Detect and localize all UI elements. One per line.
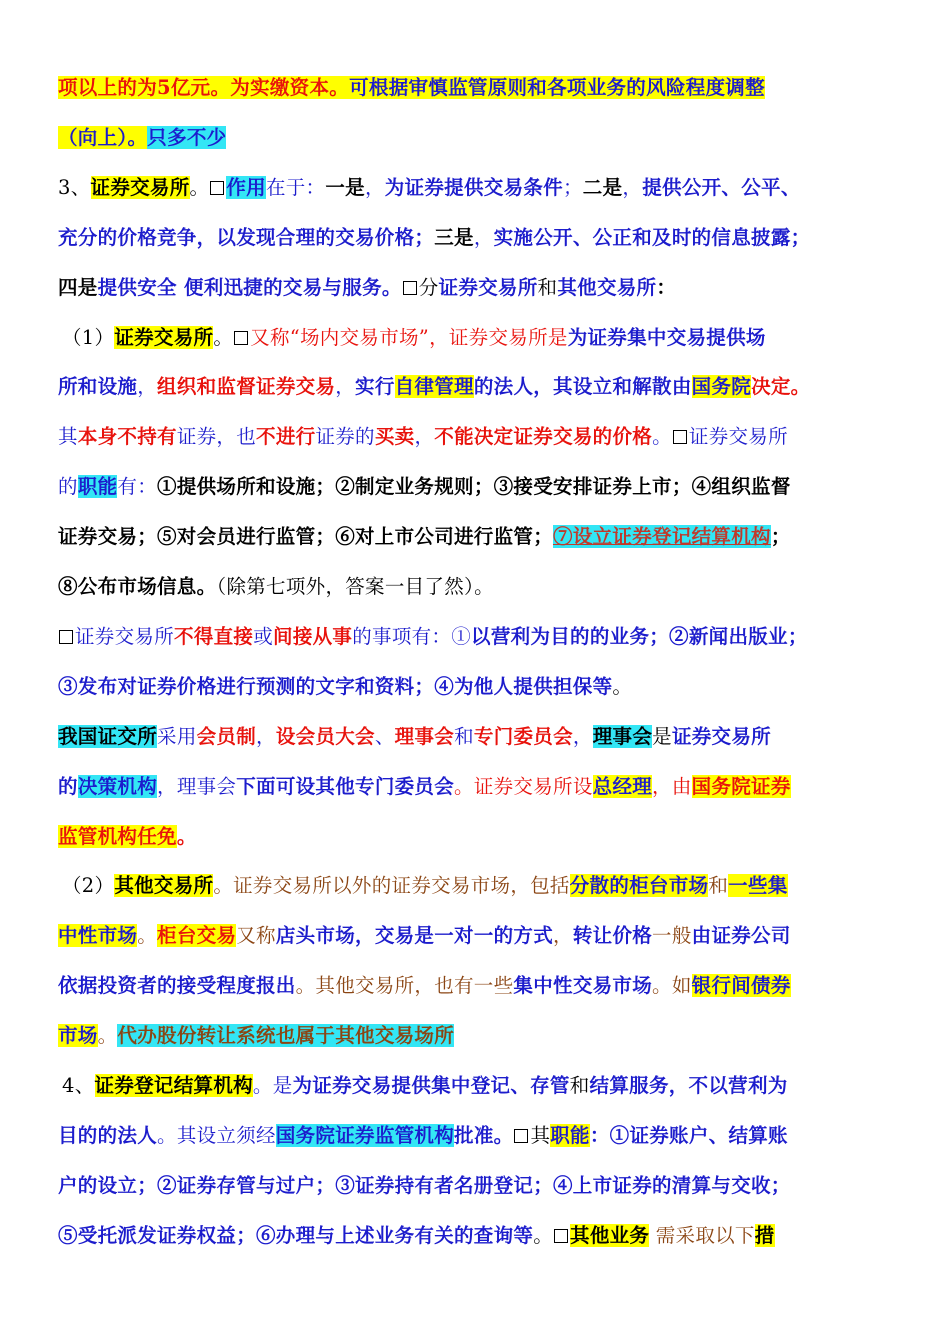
text-segment: ， (137, 375, 158, 399)
text-segment: ， (622, 175, 643, 199)
text-segment: 。如 (652, 974, 692, 998)
text-segment: 证券交易所 (90, 175, 190, 199)
text-segment: 提供安全 便利迅捷的交易与服务。 (97, 275, 402, 299)
text-segment: 、 (374, 724, 395, 748)
text-segment: 需采取以下 (649, 1223, 755, 1247)
text-segment: 证券交易；⑤对会员进行监管；⑥对上市公司进行监管； (58, 525, 554, 549)
text-segment: 下面可设其他专门委员会 (236, 774, 455, 798)
text-segment: ③发布对证券价格进行预测的文字和资料；④为他人提供担保等 (58, 674, 613, 698)
text-segment: 为证券集中交易提供场 (567, 325, 766, 349)
text-line (58, 1014, 892, 1058)
text-segment: 充分的价格竞争，以发现合理的交易价格； (58, 225, 435, 249)
text-segment: ⑤受托派发证券权益；⑥办理与上述业务有关的查询等 (58, 1223, 534, 1247)
text-line (58, 316, 896, 360)
text-segment: 分 (418, 275, 439, 299)
text-segment: 措 (754, 1223, 775, 1247)
text-segment: 集中性交易市场 (513, 974, 653, 998)
text-segment: 二是 (582, 175, 623, 199)
square-bullet-icon (59, 630, 73, 644)
text-segment: 可根据审慎监管原则和各项业务的风险程度调整 (349, 76, 765, 99)
text-segment: 采用 (157, 724, 197, 748)
text-segment: 其 (530, 1123, 551, 1147)
text-segment: 的 (58, 475, 78, 499)
text-segment: ； (770, 525, 791, 549)
text-line (58, 116, 892, 160)
text-segment: 项以上的为5亿元。为 (58, 76, 251, 99)
text-segment: 。其设立须经 (157, 1123, 276, 1147)
text-segment: 或 (253, 624, 274, 648)
text-segment: 转让价格 (572, 924, 653, 948)
text-segment: 市场 (58, 1024, 98, 1048)
text-segment: ， (553, 924, 573, 948)
text-segment: 一是 (325, 175, 365, 199)
text-segment: 。 (213, 325, 234, 349)
text-segment: 会员制 (196, 724, 257, 748)
text-segment: 我国证交所 (58, 724, 158, 748)
text-segment: ， (572, 724, 593, 748)
text-line (58, 565, 892, 609)
square-bullet-icon (403, 281, 417, 295)
text-segment: 国务院 (691, 375, 752, 399)
text-line (58, 216, 892, 260)
text-segment: 不得直接 (174, 624, 254, 648)
text-segment: 职能 (550, 1123, 590, 1147)
text-segment: （2） (62, 874, 115, 898)
text-segment: ， (414, 425, 435, 449)
square-bullet-icon (673, 430, 687, 444)
text-segment: 银行间债券 (691, 974, 791, 998)
square-bullet-icon (210, 181, 224, 195)
text-segment: 。 (137, 924, 158, 948)
text-segment: 分散的柜台市场 (569, 874, 709, 898)
text-segment: 。 (652, 425, 672, 449)
text-segment: 的 (58, 774, 78, 798)
text-line (58, 815, 892, 859)
text-line (58, 1114, 892, 1158)
text-segment: 和 (454, 724, 474, 748)
text-segment: 实施公开、公正和及时的信息披露； (493, 225, 811, 249)
text-segment: 证券，也 (176, 425, 257, 449)
text-segment: 又称 (236, 924, 276, 948)
text-segment: 决策机构 (77, 774, 158, 798)
text-line (58, 515, 892, 559)
text-segment: 证券交易所 (438, 275, 538, 299)
text-segment: 总经理 (592, 774, 653, 798)
text-line (58, 415, 892, 459)
text-segment: 提供公开、公平、 (642, 175, 801, 199)
text-segment: 专门委员会 (473, 724, 573, 748)
text-segment: （向上）。 (58, 125, 148, 149)
text-segment: 其他交易所 (557, 275, 657, 299)
text-segment: 证券交易所 (114, 325, 214, 349)
text-segment: ：①证券账户、结算账 (589, 1123, 788, 1147)
text-segment: 以营利为目的的业务；②新闻出版业； (471, 624, 808, 648)
text-segment: 的事项有：① (352, 624, 472, 648)
text-segment: 一般 (652, 924, 692, 948)
text-segment: 。 (612, 674, 633, 698)
text-segment: 不进行 (256, 425, 316, 449)
text-segment: 证券登记结算机构 (94, 1074, 253, 1097)
text-segment: 户的设立；②证券存管与过户；③证券持有者名册登记；④上市证券的清算与交收； (58, 1173, 791, 1197)
text-segment: 有： (117, 475, 158, 499)
text-segment: 。其他交易所，也有一些 (295, 974, 514, 998)
text-line (58, 665, 892, 709)
text-segment: 四是 (58, 275, 98, 299)
text-segment: ，由 (652, 774, 692, 798)
text-line (58, 964, 892, 1008)
text-segment: 其 (58, 425, 78, 449)
text-segment: ， (256, 724, 276, 748)
text-segment: 为证券交易提供集中登记、存管 (292, 1074, 570, 1097)
text-segment: 监管机构任免 (58, 824, 177, 848)
text-segment: 在于： (265, 175, 326, 199)
text-line (58, 765, 892, 809)
text-segment: 实行 (355, 375, 395, 399)
text-segment: 代办股份转让系统也属于其他交易场所 (117, 1024, 455, 1048)
text-segment: 为证券提供交易条件 (384, 175, 563, 199)
text-segment: 。 (533, 1223, 554, 1247)
text-segment: 其他业务 (570, 1223, 650, 1247)
text-segment: ； (562, 175, 583, 199)
text-segment: 。 (189, 175, 210, 199)
text-segment: 不能决定证券交易的价格 (434, 425, 653, 449)
text-segment: 和 (569, 1074, 590, 1097)
text-segment: ⑦设立证券登记结算机构 (553, 525, 771, 549)
text-segment: 目的的法人 (58, 1123, 158, 1147)
text-segment: 。 (97, 1024, 118, 1048)
text-segment: 实缴资本。 (250, 76, 350, 99)
square-bullet-icon (234, 331, 248, 345)
text-segment: （除第七项外，答案一目了然）。 (216, 575, 494, 598)
text-line (58, 166, 892, 210)
text-segment: 证券交易所 (75, 624, 175, 648)
text-line (58, 615, 892, 659)
text-segment: 一些集 (728, 874, 788, 898)
text-line (58, 864, 896, 908)
text-segment: 中性市场 (58, 924, 138, 948)
text-segment: 作用 (226, 175, 266, 199)
text-segment: 自律管理 (394, 375, 474, 399)
text-segment: ，理事会 (157, 774, 237, 798)
text-segment: 和 (537, 275, 558, 299)
text-segment: 证券交易所 (671, 724, 771, 748)
text-segment: 和 (708, 874, 729, 898)
text-segment: 依据投资者的接受程度报出 (58, 974, 296, 998)
text-segment: 3、 (58, 175, 91, 199)
text-segment: 设会员大会 (275, 724, 375, 748)
text-segment: 由证券公司 (691, 924, 791, 948)
text-segment: 的法人，其设立和解散由 (473, 375, 692, 399)
text-segment: 结算服务，不以营利为 (589, 1074, 788, 1097)
square-bullet-icon (514, 1129, 528, 1143)
text-segment: ， (335, 375, 356, 399)
text-segment: 4、 (62, 1074, 95, 1097)
text-segment: 批准。 (454, 1123, 514, 1147)
text-segment: 。证券交易所设 (454, 774, 593, 798)
text-line (58, 914, 892, 958)
text-line (58, 266, 892, 310)
text-segment: 证券交易所 (688, 425, 788, 449)
text-segment: （1） (62, 325, 115, 349)
text-line (58, 1214, 892, 1258)
text-segment: 是 (652, 724, 672, 748)
text-segment: 只多不少 (147, 125, 227, 149)
text-segment: 间接从事 (273, 624, 353, 648)
text-line (58, 465, 892, 509)
text-segment: 所和设施 (58, 375, 138, 399)
text-segment: 柜台交易 (157, 924, 237, 948)
text-line (58, 365, 892, 409)
text-segment: 店头市场，交易是一对一的方式 (275, 924, 554, 948)
text-segment: 决定。 (751, 375, 811, 399)
text-segment: 理事会 (592, 724, 653, 748)
text-segment: 本身不持有 (77, 425, 177, 449)
text-segment: 职能 (77, 475, 118, 499)
text-segment: 组织和监督证券交易 (157, 375, 336, 399)
text-segment: 。证券交易所以外的证券交易市场，包括 (213, 874, 570, 898)
text-line (58, 1164, 892, 1208)
text-segment: ①提供场所和设施；②制定业务规则；③接受安排证券上市；④组织监督 (157, 475, 791, 499)
text-segment: 证券的 (315, 425, 375, 449)
text-segment: 国务院证券 (691, 774, 791, 798)
text-segment: 买卖 (374, 425, 415, 449)
text-segment: ， (473, 225, 494, 249)
text-segment: 国务院证券监管机构 (275, 1123, 455, 1147)
text-segment: 其他交易所 (114, 874, 214, 898)
text-segment: ⑧公布市场信息。 (58, 575, 217, 598)
text-line (58, 1064, 896, 1108)
text-segment: ： (656, 275, 677, 299)
text-line (58, 715, 892, 759)
square-bullet-icon (554, 1229, 568, 1243)
text-segment: 。是 (252, 1074, 293, 1097)
text-segment: 三是 (434, 225, 474, 249)
text-segment: 又称“场内交易市场”，证券交易所是 (250, 325, 568, 349)
text-line (58, 66, 892, 110)
text-segment: 理事会 (394, 724, 455, 748)
text-segment: 。 (176, 824, 197, 848)
text-segment: ， (364, 175, 385, 199)
